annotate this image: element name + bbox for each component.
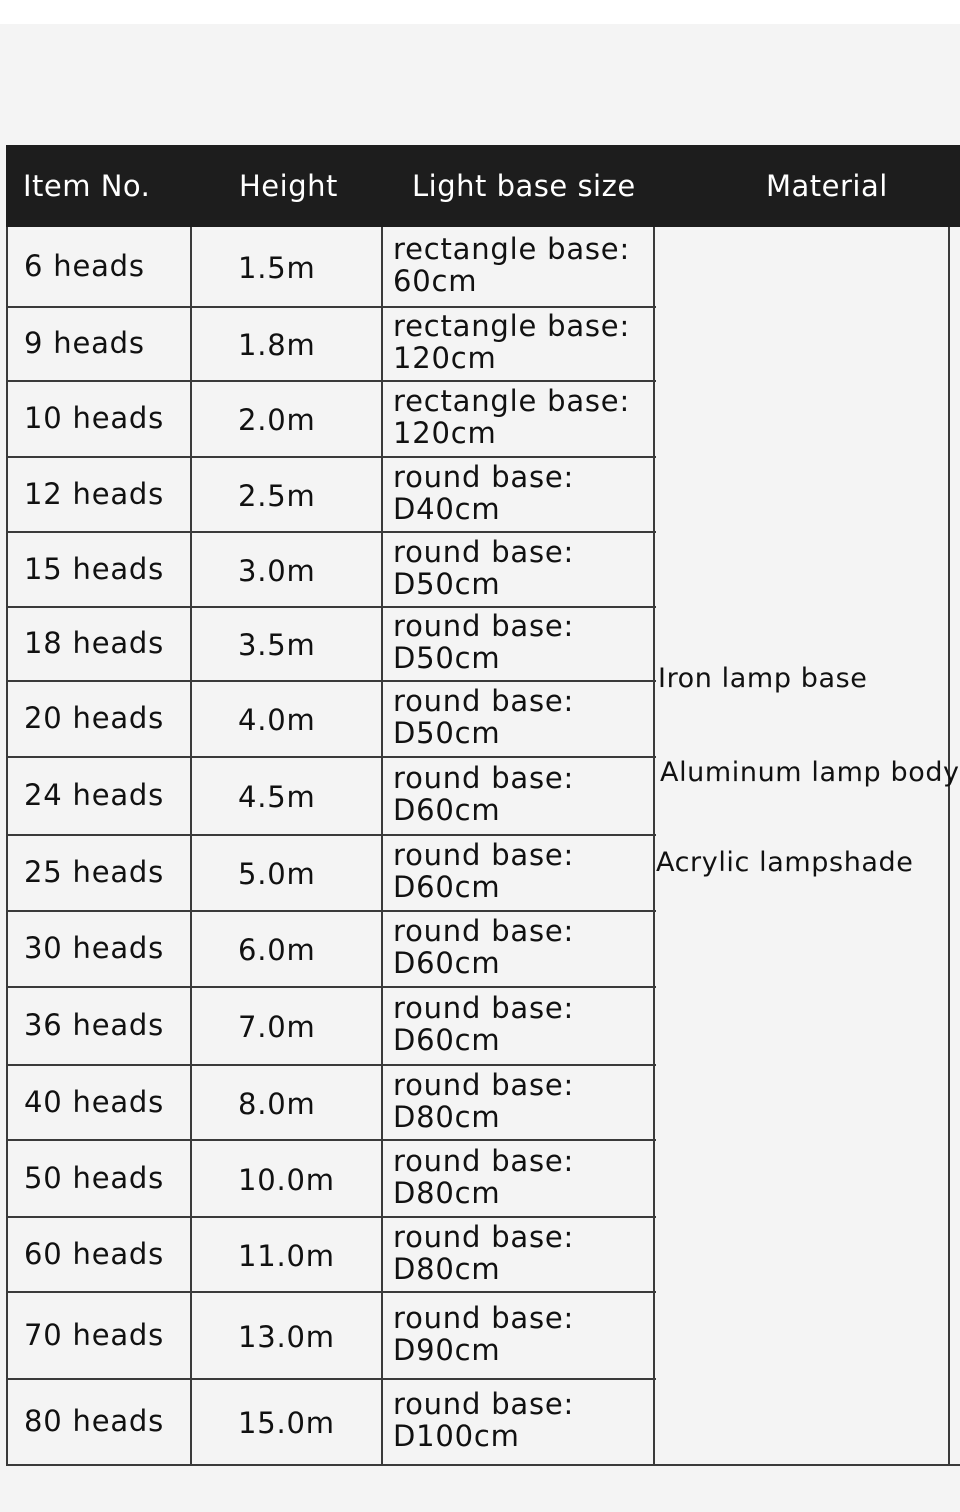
table-row bbox=[6, 1217, 656, 1292]
table-row bbox=[6, 457, 656, 532]
base-type-label: rectangle base: bbox=[393, 384, 631, 418]
item-no-cell: 9 heads bbox=[24, 326, 145, 360]
height-cell: 10.0m bbox=[238, 1162, 335, 1197]
base-size-value: 120cm bbox=[393, 341, 497, 375]
base-size-value: D50cm bbox=[393, 716, 501, 750]
item-no-cell: 18 heads bbox=[24, 626, 165, 660]
table-row bbox=[6, 681, 656, 757]
column-divider bbox=[948, 227, 950, 1464]
table-header bbox=[6, 145, 960, 227]
item-no-cell: 70 heads bbox=[24, 1317, 165, 1352]
base-size-cell bbox=[393, 685, 643, 749]
height-cell: 13.0m bbox=[238, 1319, 335, 1354]
item-no-cell: 30 heads bbox=[24, 931, 165, 965]
base-type-label: round base: bbox=[393, 1143, 575, 1178]
base-size-value: D50cm bbox=[393, 566, 501, 601]
height-cell: 6.0m bbox=[238, 933, 316, 967]
base-size-cell bbox=[393, 1221, 643, 1285]
base-type-label: round base: bbox=[393, 1219, 575, 1254]
item-no-cell: 24 heads bbox=[24, 778, 165, 812]
base-size-cell bbox=[393, 1145, 643, 1209]
base-size-value: D40cm bbox=[393, 491, 501, 526]
base-size-cell bbox=[393, 1069, 643, 1133]
base-size-value: 120cm bbox=[393, 416, 497, 450]
base-size-value: D100cm bbox=[393, 1418, 520, 1453]
base-size-cell bbox=[393, 461, 643, 525]
base-size-cell bbox=[393, 310, 643, 374]
header-base-size: Light base size bbox=[412, 169, 636, 203]
table-row bbox=[6, 1140, 656, 1217]
table-row bbox=[6, 1379, 656, 1464]
height-cell: 7.0m bbox=[238, 1010, 316, 1044]
height-cell: 4.0m bbox=[238, 703, 316, 737]
base-size-value: D80cm bbox=[393, 1099, 501, 1134]
base-type-label: rectangle base: bbox=[393, 309, 631, 343]
base-type-label: round base: bbox=[393, 761, 575, 795]
table-row bbox=[6, 757, 656, 835]
base-size-cell bbox=[393, 385, 643, 449]
height-cell: 8.0m bbox=[238, 1086, 316, 1121]
item-no-cell: 50 heads bbox=[24, 1160, 165, 1195]
header-material: Material bbox=[766, 169, 888, 203]
base-type-label: round base: bbox=[393, 534, 575, 569]
table-row bbox=[6, 307, 656, 381]
height-cell: 1.5m bbox=[238, 251, 316, 285]
base-size-value: 60cm bbox=[393, 264, 478, 298]
header-item-no: Item No. bbox=[23, 169, 151, 203]
base-size-value: D60cm bbox=[393, 946, 501, 980]
base-size-value: D80cm bbox=[393, 1251, 501, 1286]
base-size-cell bbox=[393, 762, 643, 826]
table-row bbox=[6, 1292, 656, 1379]
base-size-cell bbox=[393, 610, 643, 674]
base-type-label: round base: bbox=[393, 914, 575, 948]
height-cell: 2.0m bbox=[238, 403, 316, 437]
height-cell: 3.0m bbox=[238, 553, 316, 588]
item-no-cell: 6 heads bbox=[24, 249, 145, 283]
top-strip bbox=[0, 0, 960, 24]
header-height: Height bbox=[239, 169, 338, 203]
base-size-cell bbox=[393, 992, 643, 1056]
base-type-label: round base: bbox=[393, 1067, 575, 1102]
material-item: Aluminum lamp body bbox=[660, 757, 960, 788]
height-cell: 1.8m bbox=[238, 328, 316, 362]
base-size-value: D80cm bbox=[393, 1175, 501, 1210]
material-item: Acrylic lampshade bbox=[656, 847, 914, 878]
base-type-label: round base: bbox=[393, 684, 575, 718]
item-no-cell: 36 heads bbox=[24, 1008, 165, 1042]
base-type-label: round base: bbox=[393, 609, 575, 643]
height-cell: 11.0m bbox=[238, 1238, 335, 1273]
base-size-value: D60cm bbox=[393, 793, 501, 827]
item-no-cell: 10 heads bbox=[24, 401, 165, 435]
base-size-cell bbox=[393, 233, 643, 297]
height-cell: 5.0m bbox=[238, 857, 316, 891]
height-cell: 2.5m bbox=[238, 478, 316, 513]
table-row bbox=[6, 987, 656, 1065]
base-type-label: round base: bbox=[393, 1386, 575, 1421]
item-no-cell: 25 heads bbox=[24, 855, 165, 889]
base-size-cell bbox=[393, 1388, 643, 1452]
base-type-label: round base: bbox=[393, 1300, 575, 1335]
height-cell: 15.0m bbox=[238, 1405, 335, 1440]
base-size-value: D60cm bbox=[393, 1023, 501, 1057]
item-no-cell: 80 heads bbox=[24, 1403, 165, 1438]
base-type-label: round base: bbox=[393, 991, 575, 1025]
material-item: Iron lamp base bbox=[658, 663, 868, 694]
base-size-cell bbox=[393, 536, 643, 600]
base-type-label: rectangle base: bbox=[393, 232, 631, 266]
table-row bbox=[6, 607, 656, 681]
base-size-cell bbox=[393, 1302, 643, 1366]
item-no-cell: 20 heads bbox=[24, 701, 165, 735]
base-type-label: round base: bbox=[393, 838, 575, 872]
spec-table bbox=[6, 145, 960, 1466]
base-size-value: D90cm bbox=[393, 1332, 501, 1367]
table-row bbox=[6, 227, 656, 307]
base-size-value: D50cm bbox=[393, 641, 501, 675]
base-size-cell bbox=[393, 915, 643, 979]
table-row bbox=[6, 1065, 656, 1140]
item-no-cell: 15 heads bbox=[24, 551, 165, 586]
table-row bbox=[6, 835, 656, 911]
item-no-cell: 60 heads bbox=[24, 1236, 165, 1271]
height-cell: 4.5m bbox=[238, 780, 316, 814]
base-size-cell bbox=[393, 839, 643, 903]
item-no-cell: 12 heads bbox=[24, 476, 165, 511]
base-size-value: D60cm bbox=[393, 870, 501, 904]
base-type-label: round base: bbox=[393, 459, 575, 494]
table-row bbox=[6, 532, 656, 607]
table-row bbox=[6, 911, 656, 987]
height-cell: 3.5m bbox=[238, 628, 316, 662]
item-no-cell: 40 heads bbox=[24, 1084, 165, 1119]
table-row bbox=[6, 381, 656, 457]
